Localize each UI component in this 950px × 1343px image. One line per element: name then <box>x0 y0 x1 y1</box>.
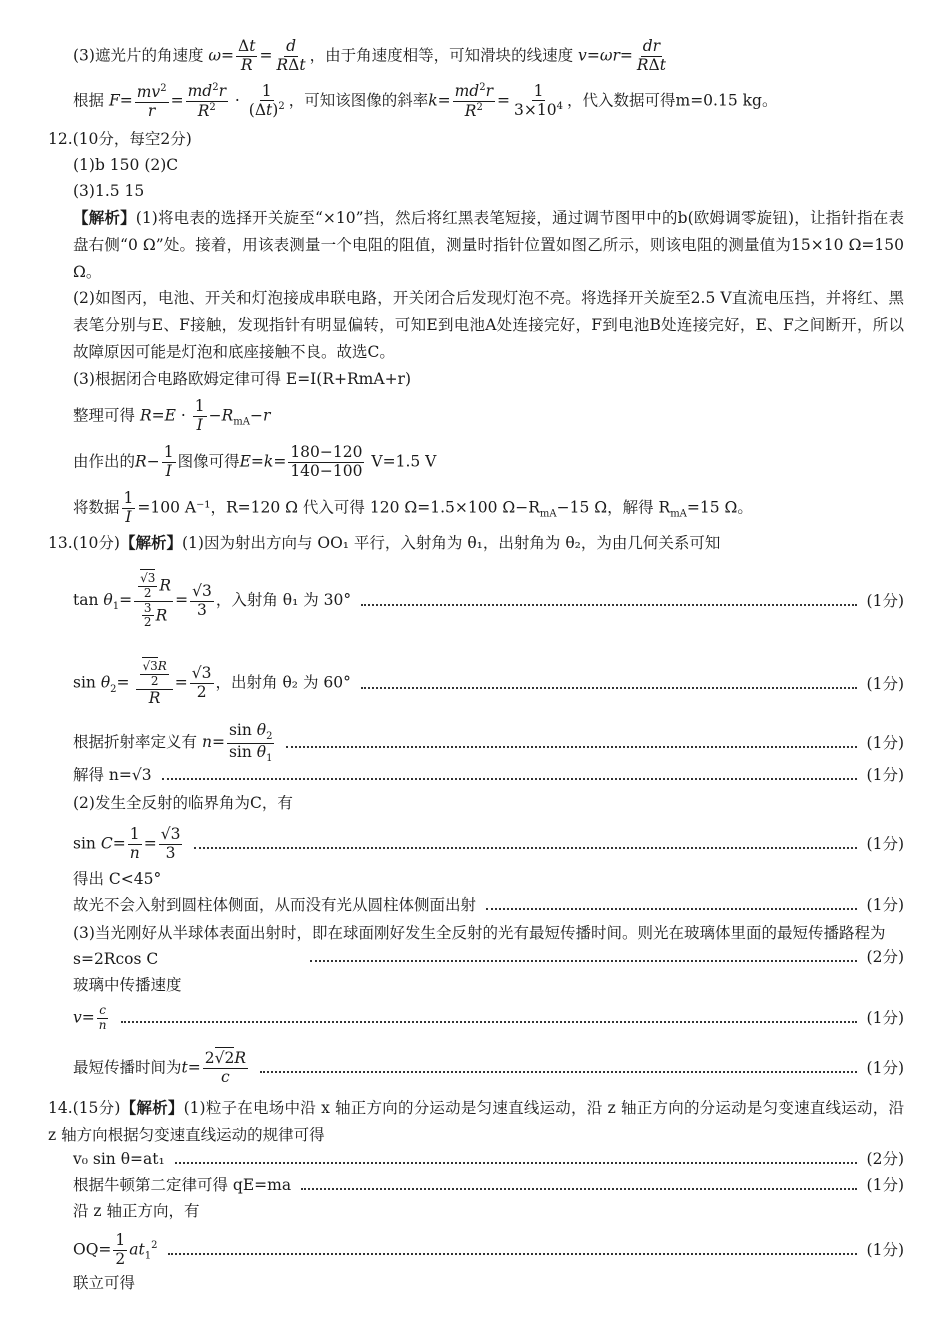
q11-line-force: 根据 F= $\frac{mv^2}{r}$ = $\frac{md^2r}{R^2}$ · $\frac{1}{(\Delta t)^2}$ ，可知该图像的斜率k= $\frac{md^2r}{R^2}$ = $\frac{1}{3\times 10^4}$ ，代入数据可得m=0.15 kg。 <box>73 81 778 121</box>
q14-l2: 根据牛顿第二定律可得 qE=ma <box>73 1176 292 1194</box>
q13-sin-row: $\sin \theta_2=$ $\frac{\frac{√3R}{2}}{R}$ = $\frac{√3}{2}$ ，出射角 θ₂ 为 60° (1分) <box>73 659 904 707</box>
q13-time-row: 最短传播时间为t= $\frac{2√2R}{c}$ (1分) <box>73 1049 904 1086</box>
leader-dots <box>121 1021 857 1023</box>
q12-p4-label: 整理可得 <box>73 406 136 425</box>
score: (1分) <box>866 835 904 854</box>
q13-C-less: 得出 C<45° <box>73 870 162 888</box>
q13-sinC-row: sin C= $\frac{1}{n}$ = $\frac{√3}{3}$ (1分) <box>73 825 904 862</box>
score: (1分) <box>866 896 904 914</box>
leader-dots <box>361 604 856 606</box>
score: (1分) <box>866 1176 904 1194</box>
leader-dots <box>486 908 857 910</box>
q14-v0-row <box>73 1148 904 1170</box>
q13-l10: 最短传播时间为 <box>73 1058 182 1077</box>
q12-p5-label: 由作出的 <box>73 452 136 471</box>
q13-l2: ，出射角 θ₂ 为 60° <box>215 673 351 692</box>
q12-analysis-2: (2)如图丙，电池、开关和灯泡接成串联电路，开关闭合后发现灯泡不亮。将选择开关旋至2.5 V直流电压挡，并将红、黑表笔分别与E、F接触，发现指针有明显偏转，可知E到电池A处连接完好，F到电池B处连接完好，E、F之间断开，所以故障原因可能是灯泡和底座接触不良。故选C。 <box>73 289 904 361</box>
q12-heading: 12.(10分，每空2分) <box>48 130 192 148</box>
q13-refraction-row: 根据折射率定义有 n= $\frac{\sin \theta_2}{\sin \theta_1}$ (1分) <box>73 721 904 764</box>
q12-substitute: 将数据 $\frac{1}{I}$ =100 A⁻¹，R=120 Ω 代入可得 120 Ω=1.5×100 $\Omega-R_{mA}-15$ Ω，解得 $R_{mA}=15$ Ω。 <box>73 489 753 526</box>
q13-l4: 解得 n=√3 <box>73 766 152 784</box>
q13-tan-row: $\tan \theta_1=$ $\frac{√3}{2}$ R $\frac{3}{2}$ R = $\frac{√3}{3}$ ，入射角 θ₁ 为 30° (1分) <box>73 571 904 630</box>
leader-dots <box>162 778 857 780</box>
leader-dots <box>286 746 856 748</box>
analysis-tag: 【解析】 <box>73 208 136 227</box>
q13-head: 13.(10分) <box>48 534 120 552</box>
score: (1分) <box>866 674 904 693</box>
score: (2分) <box>866 1150 904 1168</box>
q11-result: m=0.15 kg。 <box>675 91 778 110</box>
q11-text-e: ，代入数据可得 <box>566 91 676 110</box>
q12-p6-mid: =100 A⁻¹，R=120 Ω 代入可得 120 Ω=1.5×100 Ω−R <box>137 498 540 517</box>
analysis-tag: 【解析】 <box>119 533 182 552</box>
q13-n-row <box>73 764 904 786</box>
frac-d-RΔt: $\frac{d}{\text{RΔt}}$ <box>276 37 306 74</box>
q13-intro: (1)因为射出方向与 OO₁ 平行，入射角为 θ₁，出射角为 θ₂，为由几何关系可知 <box>181 534 721 552</box>
q12-p1: (1)将电表的选择开关旋至“×10”挡，然后将红黑表笔短接，通过调节图甲中的b(欧姆调零旋钮)，让指针指在表盘右侧“0 Ω”处。接着，用该表测量一个电阻的阻值，测量时指针位置如图乙所示，则该电阻的测量值为15×10 Ω=150 Ω。 <box>73 209 904 281</box>
q12-graph-slope: 由作出的R− $\frac{1}{I}$ 图像可得E=k= $\frac{180-120}{140-100}$ V=1.5 V <box>73 443 437 480</box>
q14-intro: (1)粒子在电场中沿 x 轴正方向的分运动是匀速直线运动，沿 z 轴正方向的分运动是匀变速直线运动，沿 z 轴方向根据匀变速直线运动的规律可得 <box>48 1099 904 1144</box>
q12-p6-mid2: −15 Ω，解得 R <box>556 498 671 517</box>
frac-dr-RΔt: $\frac{dr}{\text{RΔt}}$ <box>636 37 666 74</box>
q12-analysis-1 <box>73 204 904 286</box>
score: (1分) <box>866 734 904 753</box>
q14-combine: 联立可得 <box>73 1274 136 1292</box>
q12-p5-result: V=1.5 V <box>371 452 437 471</box>
q12-analysis-3: (3)根据闭合电路欧姆定律可得 E=I(R+RmA+r) <box>73 370 412 388</box>
leader-dots <box>260 1071 856 1073</box>
q11-text-b: ，由于角速度相等，可知滑块的线速度 <box>309 46 574 65</box>
q13-path-score-row <box>300 946 904 968</box>
score: (1分) <box>866 1009 904 1028</box>
q13-part2: (2)发生全反射的临界角为C，有 <box>73 794 293 812</box>
analysis-tag: 【解析】 <box>120 1098 184 1117</box>
q13-speed-label: 玻璃中传播速度 <box>73 976 182 994</box>
score: (1分) <box>866 1059 904 1078</box>
q12-p5-mid: 图像可得 <box>177 452 240 471</box>
q11-text-a: (3)遮光片的角速度 <box>73 46 204 65</box>
q14-heading <box>48 1094 904 1149</box>
score: (1分) <box>866 592 904 611</box>
score: (1分) <box>866 766 904 784</box>
q14-newton-row <box>73 1174 904 1196</box>
q13-no-exit-row <box>73 894 904 916</box>
score: (1分) <box>866 1241 904 1260</box>
q13-l7: 故光不会入射到圆柱体侧面，从而没有光从圆柱体侧面出射 <box>73 896 477 914</box>
q12-rearrange: 整理可得 R=E · $\frac{1}{I}$ $-R_{mA}-r$ <box>73 397 271 434</box>
q13-l3: 根据折射率定义有 <box>73 733 198 752</box>
q12-answer-1: (1)b 150 (2)C <box>73 156 179 174</box>
q14-l1: v₀ sin θ=at₁ <box>73 1150 165 1168</box>
q13-l8: (3)当光刚好从半球体表面出射时，即在球面刚好发生全反射的光有最短传播时间。则光在玻璃体里面的最短传播路程为 s=2Rcos C <box>73 924 886 968</box>
leader-dots <box>301 1188 856 1190</box>
leader-dots <box>194 847 856 849</box>
q11-text-c: 根据 <box>73 91 105 110</box>
q12-p6-end: =15 Ω。 <box>686 498 753 517</box>
leader-dots <box>361 687 857 689</box>
leader-dots <box>175 1162 857 1164</box>
q14-head: 14.(15分) <box>48 1099 121 1117</box>
q13-speed-row: v= $\frac{c}{n}$ (1分) <box>73 1003 904 1032</box>
q14-z-dir: 沿 z 轴正方向，有 <box>73 1202 200 1220</box>
q14-l4: OQ= <box>73 1240 112 1259</box>
q12-answer-2: (3)1.5 15 <box>73 182 145 200</box>
q13-l1: ，入射角 θ₁ 为 30° <box>215 591 352 610</box>
q13-heading <box>48 532 904 554</box>
q14-OQ-row: OQ= $\frac{1}{2}$ $at_1^2$ (1分) <box>73 1231 904 1268</box>
frac-dt-R: $\frac{\Delta t}{R}$ <box>238 37 256 74</box>
leader-dots <box>168 1253 857 1255</box>
q11-line-omega: (3)遮光片的角速度 ω= $\frac{\Delta t}{R}$ = $\frac{d}{\text{RΔt}}$ ，由于角速度相等，可知滑块的线速度 v=ωr= $\frac{dr}{\text{RΔt}}$ <box>73 37 666 74</box>
leader-dots <box>310 960 857 962</box>
q12-p6-label: 将数据 <box>73 498 120 517</box>
score: (2分) <box>866 948 904 966</box>
q11-text-d: ，可知该图像的斜率 <box>288 91 429 110</box>
